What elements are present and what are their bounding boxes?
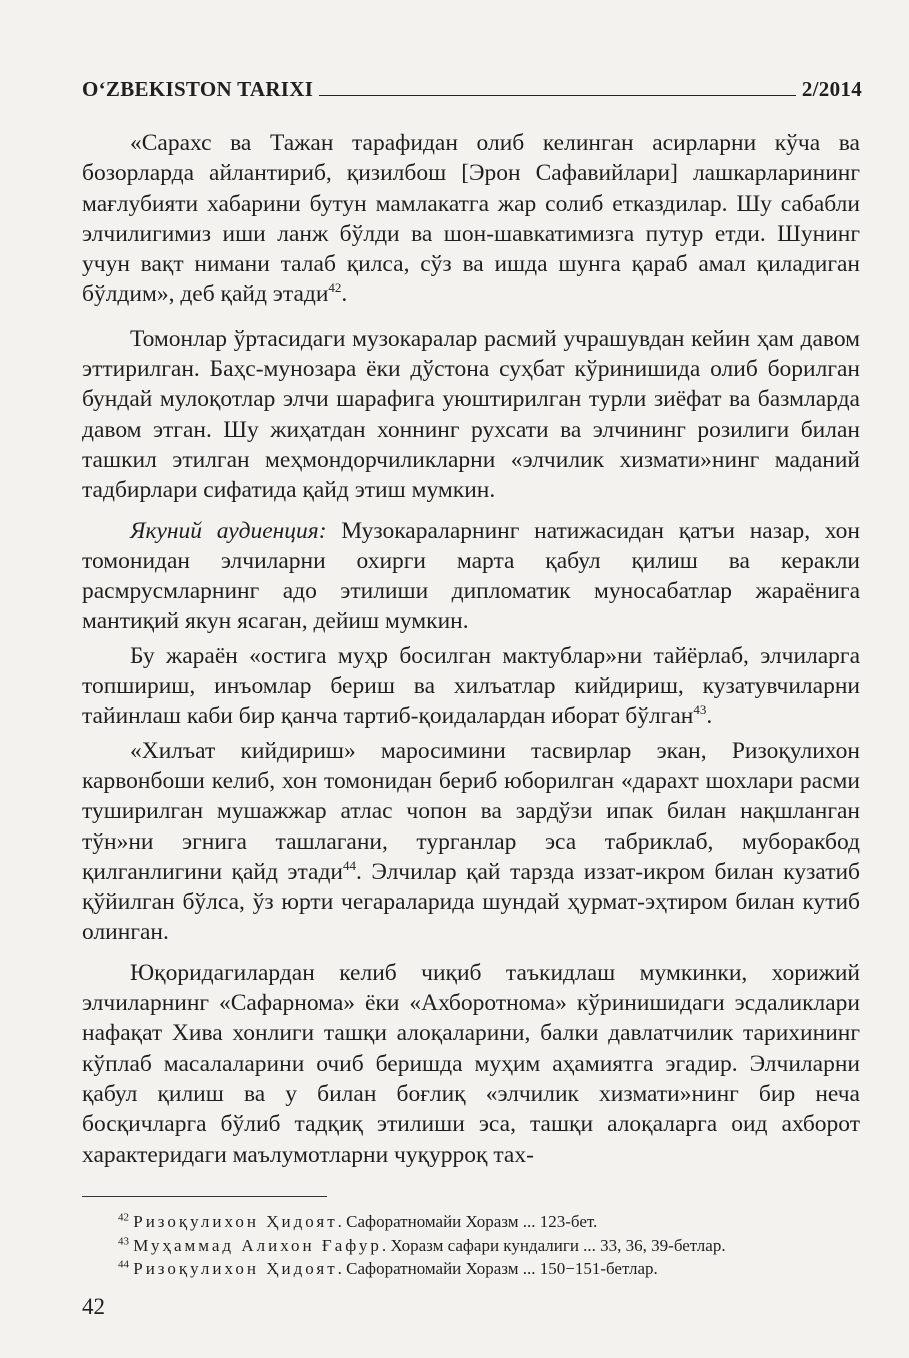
footnote-number: 43 xyxy=(118,1234,129,1247)
footnote-text: . Хоразм сафари кундалиги ... 33, 36, 39-бетлар. xyxy=(381,1235,726,1255)
footnote-43 xyxy=(82,1234,872,1258)
page-number: 42 xyxy=(82,1294,105,1319)
footnote-author: Ризоқулихон Ҳидоят xyxy=(133,1259,338,1278)
header-rule xyxy=(319,95,796,96)
quote-text: «Сарахс ва Тажан тарафидан олиб келинган асирларни кўча ва бозорларда айлантириб, қизилбош [Эрон Сафавийлари] лашкарларининг мағлубияти хабарини бутун мамлакатга жар солиб етказдилар. Шу сабабли элчилигимиз иши ланж бўлди ва шон-шавкатимизга путур етди. Шунинг учун вақт нимани талаб қилса, сўз ва ишда шунга қараб амал қиладиган бўлдим», деб қайд этади xyxy=(82,130,860,308)
footnotes xyxy=(82,1210,872,1281)
journal-title: O‘ZBEKISTON TARIXI xyxy=(82,77,314,101)
paragraph-robe-ceremony xyxy=(82,736,860,948)
running-header xyxy=(82,70,862,102)
footnote-text: . Сафоратномайи Хоразм ... 150−151-бетлар. xyxy=(337,1259,658,1278)
footnote-number: 44 xyxy=(118,1258,129,1271)
paragraph-process: Бу жараён «остига муҳр босилган мактублар»ни тайёрлаб, элчиларга топшириш, инъомлар бериш ва хилъатлар кийдириш, кузатувчиларни тайинлаш каби бир қанча тартиб-қоидалардан иборат бўлган$^{43}$. xyxy=(82,642,860,730)
issue-number: 2/2014 xyxy=(801,77,862,101)
paragraph-final-audience xyxy=(82,516,860,637)
paragraph-conclusion: Юқоридагилардан келиб чиқиб таъкидлаш мумкинки, хорижий элчиларнинг «Сафарнома» ёки «Ахборотнома» кўринишидаги эсдаликлари нафақат Хива хонлиги ташқи алоқаларини, балки давлатчилик тарихининг кўплаб масалаларини очиб беришда муҳим аҳамиятга эгадир. Элчиларни қабул қилиш ва у билан боғлиқ «элчилик хизмати»нинг бир неча босқичларга бўлиб тадқиқ этилиши эса, ташқи алоқаларга оид ахборот характеридаги маълумотларни чуқурроқ тах- xyxy=(82,959,860,1168)
footnote-ref-43: 43 xyxy=(693,702,707,718)
footnote-ref-44: 44 xyxy=(343,858,356,873)
footnote-42 xyxy=(82,1210,872,1234)
paragraph-negotiations: Томонлар ўртасидаги музокаралар расмий учрашувдан кейин ҳам давом эттирилган. Баҳс-мунозара ёки дўстона суҳбат кўринишида олиб борилган бундай мулоқотлар элчи шарафига уюштирилган турли зиёфат ва базмларда давом этган. Шу жиҳатдан хоннинг рухсати ва элчининг розилиги билан ташкил этилган меҳмондорчиликларни «элчилик хизмати»нинг маданий тадбирлари сифатида қайд этиш мумкин. xyxy=(82,325,860,504)
footnote-author: Муҳаммад Алихон Ғафур xyxy=(133,1235,382,1255)
final-audience-heading: Якуний аудиенция: xyxy=(130,517,327,544)
final-audience-text: Музокараларнинг натижасидан қатъи назар, хон томонидан элчиларни охирги марта қабул қилиш ва керакли расмрусмларнинг адо этилиши дипломатик муносабатлар жараёнига мантиқий якун ясаган, дейиш мумкин. xyxy=(82,517,860,635)
footnote-number: 42 xyxy=(118,1211,129,1224)
robe-ceremony-text-b: . Элчилар қай тарзда иззат-икром билан кузатиб қўйилган бўлса, ўз юрти чегараларида шундай ҳурмат-эҳтиром билан кутиб олинган. xyxy=(82,858,860,946)
footnote-text: . Сафоратномайи Хоразм ... 123-бет. xyxy=(337,1212,598,1231)
footnote-separator xyxy=(82,1196,327,1197)
article-body xyxy=(82,128,860,1170)
quote-paragraph: «Сарахс ва Тажан тарафидан олиб келинган асирларни кўча ва бозорларда айлантириб, қизилбош [Эрон Сафавийлари] лашкарларининг мағлубияти хабарини бутун мамлакатга жар солиб етказдилар. Шу сабабли элчилигимиз иши ланж бўлди ва шон-шавкатимизга путур етди. Шунинг учун вақт нимани талаб қилса, сўз ва ишда шунга қараб амал қиладиган бўлдим», деб қайд этади$^{42}$. xyxy=(82,130,860,308)
footnote-ref-42: 42 xyxy=(328,280,342,296)
process-text: Бу жараён «остига муҳр босилган мактублар»ни тайёрлаб, элчиларга топшириш, инъомлар бериш ва хилъатлар кийдириш, кузатувчиларни тайинлаш каби бир қанча тартиб-қоидалардан иборат бўлган xyxy=(82,642,860,730)
footnote-44 xyxy=(82,1257,872,1281)
footnote-author: Ризоқулихон Ҳидоят xyxy=(133,1212,338,1231)
robe-ceremony-text-a: «Хилъат кийдириш» маросимини тасвирлар экан, Ризоқулихон карвонбоши келиб, хон томонидан бериб юборилган «дарахт шохлари расми туширилган мушажжар атлас чопон ва зардўзи ипак билан нақшланган тўн»ни эгнига ташлагани, турганлар эса табриклаб, муборакбод қилганлигини қайд этади xyxy=(82,737,860,885)
